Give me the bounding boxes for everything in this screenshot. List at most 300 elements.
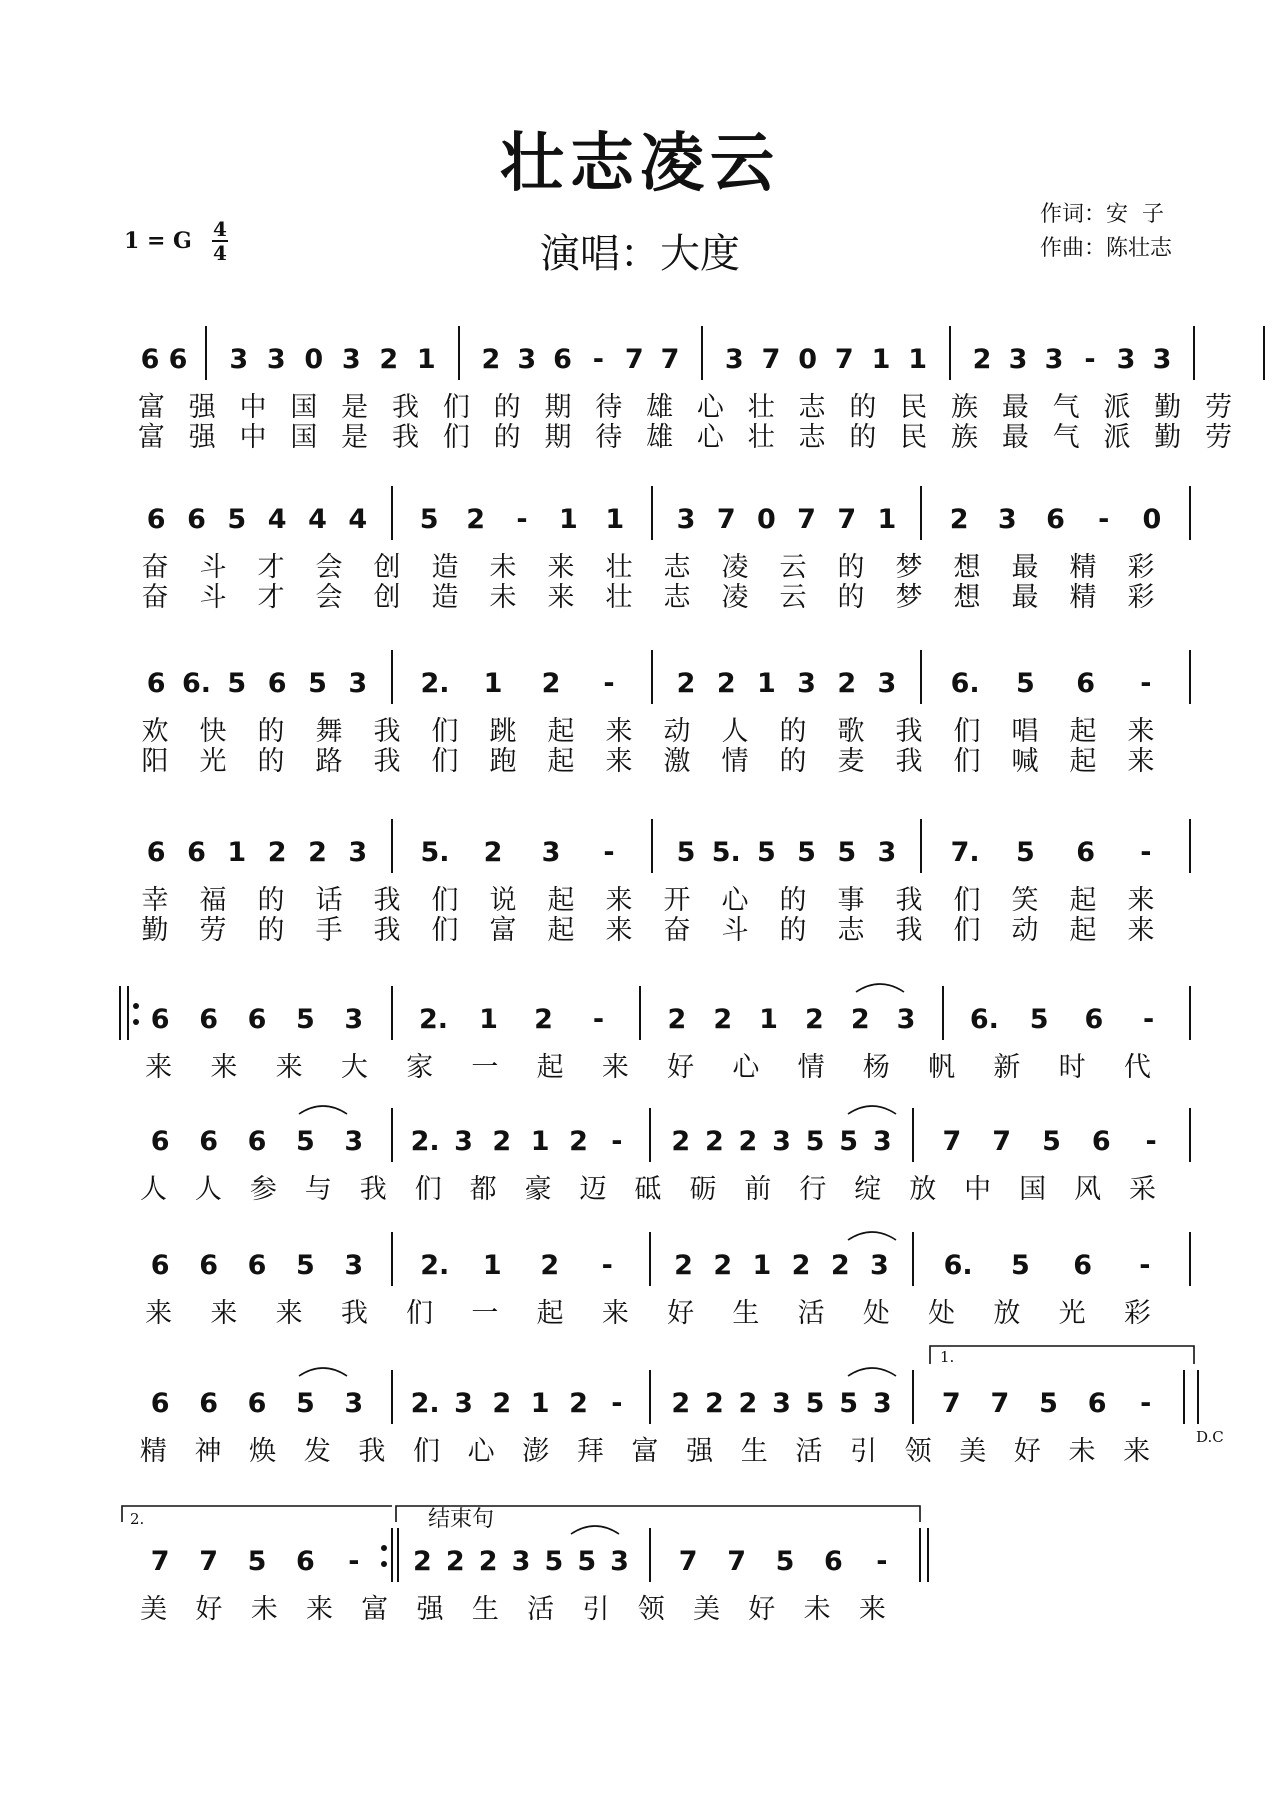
lyric-char: 心	[732, 1052, 760, 1083]
note-numeral: 3	[676, 504, 696, 535]
lyric-char: 都	[469, 1174, 497, 1205]
note-numeral: 5	[805, 1126, 825, 1157]
slur-arc	[848, 1106, 896, 1114]
lyric-char: 的	[837, 582, 865, 613]
lyric-char: 来	[275, 1052, 303, 1083]
note-numeral: 5	[775, 1546, 795, 1577]
note-numeral: 5	[1010, 1250, 1030, 1281]
lyric-char: 想	[953, 582, 981, 613]
lyric-char: 帆	[928, 1052, 956, 1083]
note-numeral: -	[592, 344, 605, 375]
note-numeral: 7	[990, 1388, 1010, 1419]
lyric-char: 勤	[141, 915, 169, 946]
lyric-char: 来	[605, 746, 633, 777]
note-numeral: 5	[1039, 1388, 1058, 1419]
lyric-char: 们	[431, 915, 459, 946]
lyric-char: 斗	[721, 915, 749, 946]
lyricist-credit: 作词：安 子	[1040, 202, 1164, 227]
note-numeral: 4	[348, 504, 368, 535]
note-numeral: 7	[761, 344, 781, 375]
note-numeral: 3	[872, 1388, 892, 1419]
lyric-char: 来	[601, 1298, 629, 1329]
lyric-char: 幸	[141, 885, 169, 916]
lyric-char: 起	[1069, 746, 1097, 777]
lyric-char: 开	[663, 885, 691, 916]
lyric-char: 激	[663, 746, 691, 777]
lyric-char: 中	[239, 392, 267, 423]
lyric-char: 领	[637, 1594, 665, 1625]
lyric-char: 雄	[646, 392, 674, 423]
lyric-char: 奋	[663, 915, 691, 946]
note-numeral: 5	[577, 1546, 597, 1577]
note-numeral: 3	[541, 837, 561, 868]
note-numeral: 2.	[418, 1004, 449, 1035]
lyric-char: 来	[605, 885, 633, 916]
lyric-char: 是	[341, 422, 369, 453]
note-numeral: 5	[676, 837, 696, 868]
lyric-char: 来	[210, 1052, 238, 1083]
key-signature: 1 = G	[124, 228, 192, 254]
note-numeral: 5	[757, 837, 776, 868]
lyric-char: 心	[696, 422, 724, 453]
lyric-char: 我	[340, 1298, 368, 1329]
note-numeral: 3	[348, 668, 368, 699]
lyric-char: 砥	[634, 1174, 662, 1205]
lyric-char: 放	[993, 1298, 1021, 1329]
note-numeral: 6.	[969, 1004, 999, 1035]
lyric-char: 我	[359, 1174, 387, 1205]
lyric-char: 光	[1058, 1298, 1086, 1329]
note-numeral: 5	[227, 668, 247, 699]
lyric-char: 待	[595, 422, 623, 453]
lyric-char: 情	[721, 746, 749, 777]
note-numeral: 2	[805, 1004, 824, 1035]
note-numeral: 2	[569, 1388, 588, 1419]
lyric-char: 会	[315, 582, 343, 613]
lyric-char: 起	[1069, 716, 1097, 747]
note-numeral: 2	[466, 504, 485, 535]
lyric-char: 斗	[199, 582, 227, 613]
lyric-char: 强	[188, 392, 216, 423]
lyric-char: 志	[663, 552, 691, 583]
lyric-char: 一	[471, 1298, 499, 1329]
lyric-char: 勤	[1154, 422, 1182, 453]
lyric-char: 放	[909, 1174, 937, 1205]
lyric-char: 情	[797, 1052, 825, 1083]
lyric-char: 待	[595, 392, 623, 423]
note-numeral: 3	[896, 1004, 916, 1035]
note-numeral: 2	[492, 1388, 512, 1419]
composer-credit: 作曲：陈壮志	[1040, 236, 1173, 261]
lyric-char: 梦	[895, 582, 923, 613]
lyric-char: 杨	[862, 1052, 890, 1083]
lyric-char: 会	[315, 552, 343, 583]
lyric-char: 强	[686, 1436, 714, 1467]
lyric-char: 活	[527, 1594, 555, 1625]
note-numeral: 5.	[420, 837, 450, 868]
note-numeral: 5	[837, 837, 857, 868]
lyric-char: 们	[953, 746, 981, 777]
note-numeral: 3	[872, 1126, 892, 1157]
lyric-char: 事	[837, 885, 865, 916]
song-title: 壮志凌云	[500, 126, 780, 201]
lyric-char: 我	[392, 422, 419, 453]
lyric-char: 派	[1103, 422, 1131, 453]
lyric-char: 迈	[579, 1174, 607, 1205]
lyric-char: 领	[904, 1436, 932, 1467]
note-numeral: 7	[678, 1546, 698, 1577]
lyric-char: 活	[797, 1298, 825, 1329]
lyric-char: 舞	[315, 716, 343, 747]
lyric-char: 彩	[1127, 582, 1155, 613]
lyric-char: 人	[721, 716, 749, 747]
volta-2-label: 2.	[130, 1510, 145, 1528]
note-numeral: 6	[150, 1126, 170, 1157]
lyric-char: 们	[431, 716, 459, 747]
lyric-char: 来	[306, 1594, 333, 1625]
note-numeral: 2	[676, 668, 696, 699]
lyric-char: 的	[493, 422, 521, 453]
slur-arc	[848, 1368, 896, 1376]
lyric-char: 奋	[141, 552, 169, 583]
note-numeral: 3	[511, 1546, 531, 1577]
note-numeral: -	[1145, 1126, 1157, 1157]
note-numeral: 3	[348, 837, 368, 868]
lyric-char: 斗	[199, 552, 227, 583]
lyric-char: 们	[406, 1298, 434, 1329]
lyric-char: 中	[239, 422, 267, 453]
lyric-char: 来	[1127, 885, 1155, 916]
note-numeral: 6.	[181, 668, 212, 699]
lyric-char: 创	[373, 582, 401, 613]
note-numeral: 2	[267, 837, 287, 868]
lyric-char: 富	[137, 392, 165, 423]
lyric-char: 精	[139, 1436, 167, 1467]
lyric-char: 说	[489, 885, 517, 916]
lyric-char: 未	[803, 1594, 831, 1625]
lyric-char: 志	[798, 422, 826, 453]
note-numeral: 2	[738, 1126, 758, 1157]
lyric-char: 豪	[524, 1174, 552, 1205]
note-numeral: 3	[229, 344, 249, 375]
note-numeral: 5	[419, 504, 439, 535]
note-numeral: 6	[199, 1250, 218, 1281]
note-numeral: 5	[839, 1126, 859, 1157]
note-numeral: 3	[454, 1388, 473, 1419]
note-numeral: 1	[530, 1126, 550, 1157]
note-numeral: 7	[797, 504, 816, 535]
note-numeral: -	[601, 1250, 613, 1281]
note-numeral: 6	[1084, 1004, 1104, 1035]
lyric-char: 喊	[1011, 746, 1039, 777]
note-numeral: 3	[997, 504, 1017, 535]
lyric-char: 精	[1069, 582, 1097, 613]
lyric-char: 国	[1019, 1174, 1047, 1205]
lyric-char: 最	[1001, 422, 1029, 453]
note-numeral: 7.	[950, 837, 980, 868]
lyric-char: 中	[964, 1174, 992, 1205]
note-numeral: 6.	[943, 1250, 973, 1281]
lyric-char: 未	[250, 1594, 278, 1625]
lyric-char: 光	[199, 746, 227, 777]
note-numeral: 3	[341, 344, 361, 375]
note-numeral: 2	[704, 1126, 724, 1157]
note-numeral: 2	[413, 1546, 432, 1577]
lyric-char: 起	[547, 746, 575, 777]
note-numeral: 1	[908, 344, 928, 375]
note-numeral: 2	[478, 1546, 498, 1577]
lyric-char: 起	[1069, 885, 1097, 916]
lyric-char: 来	[1123, 1436, 1151, 1467]
lyric-char: 梦	[895, 552, 923, 583]
note-numeral: 1	[416, 344, 436, 375]
lyric-char: 歌	[837, 716, 865, 747]
lyric-char: 们	[953, 716, 981, 747]
lyric-char: 富	[489, 915, 517, 946]
lyric-char: 我	[392, 392, 419, 423]
lyric-char: 大	[340, 1052, 368, 1083]
lyric-char: 来	[858, 1594, 886, 1625]
lyric-char: 最	[1011, 552, 1039, 583]
lyric-char: 的	[837, 552, 865, 583]
lyric-char: 的	[849, 422, 877, 453]
note-numeral: 5	[839, 1388, 859, 1419]
note-numeral: 5	[1015, 837, 1035, 868]
note-numeral: 6	[1046, 504, 1065, 535]
note-numeral: 6	[150, 1388, 170, 1419]
lyric-char: 采	[1129, 1174, 1157, 1205]
note-numeral: 2	[674, 1250, 693, 1281]
lyric-char: 们	[953, 915, 981, 946]
note-numeral: 6	[199, 1126, 218, 1157]
note-numeral: 3	[517, 344, 537, 375]
note-numeral: 3	[266, 344, 286, 375]
lyric-char: 好	[1013, 1436, 1041, 1467]
note-numeral: 2	[837, 668, 857, 699]
lyric-char: 焕	[249, 1436, 277, 1467]
repeat-dot	[381, 1545, 387, 1551]
lyric-char: 与	[304, 1174, 332, 1205]
volta-bracket-2	[122, 1506, 392, 1522]
lyric-char: 我	[373, 716, 401, 747]
lyric-char: 起	[547, 915, 575, 946]
note-numeral: 3	[1116, 344, 1136, 375]
note-numeral: 5	[247, 1546, 267, 1577]
slur-arc	[848, 1232, 896, 1240]
lyric-char: 我	[895, 746, 923, 777]
lyric-char: 动	[663, 716, 691, 747]
note-numeral: 2	[791, 1250, 811, 1281]
slur-arc	[571, 1526, 619, 1534]
lyric-char: 的	[779, 716, 807, 747]
lyric-char: 风	[1074, 1174, 1102, 1205]
note-numeral: 7	[727, 1546, 746, 1577]
note-numeral: 6	[187, 504, 206, 535]
note-numeral: 7	[624, 344, 644, 375]
slur-arc	[299, 1106, 347, 1114]
note-numeral: 6	[140, 344, 160, 375]
lyric-char: 勤	[1154, 392, 1182, 423]
lyric-char: 前	[744, 1174, 772, 1205]
note-numeral: 7	[199, 1546, 218, 1577]
note-numeral: 1	[871, 344, 891, 375]
note-numeral: 2	[716, 668, 736, 699]
lyric-char: 人	[194, 1174, 222, 1205]
note-numeral: 7	[942, 1126, 962, 1157]
lyric-char: 们	[442, 392, 470, 423]
lyric-char: 云	[779, 582, 807, 613]
note-numeral: -	[611, 1126, 623, 1157]
lyric-char: 的	[779, 746, 807, 777]
lyric-char: 处	[862, 1298, 890, 1329]
lyric-char: 我	[373, 746, 401, 777]
note-numeral: 7	[837, 504, 857, 535]
note-numeral: 7	[834, 344, 854, 375]
note-numeral: 6.	[950, 668, 980, 699]
lyric-char: 未	[489, 552, 517, 583]
lyric-char: 来	[1127, 716, 1155, 747]
lyric-char: 的	[849, 392, 877, 423]
dc-mark: D.C	[1196, 1428, 1224, 1446]
lyric-char: 行	[799, 1174, 827, 1205]
note-numeral: 2	[949, 504, 969, 535]
note-numeral: 3	[344, 1004, 364, 1035]
lyric-char: 快	[199, 716, 227, 747]
note-numeral: 7	[150, 1546, 170, 1577]
lyric-char: 好	[195, 1594, 223, 1625]
lyric-char: 来	[210, 1298, 238, 1329]
lyric-char: 派	[1103, 392, 1131, 423]
note-numeral: 5	[296, 1388, 315, 1419]
note-numeral: 2	[671, 1388, 691, 1419]
note-numeral: 5	[1042, 1126, 1061, 1157]
note-numeral: 5	[797, 837, 816, 868]
note-numeral: 2	[972, 344, 992, 375]
note-numeral: 2	[671, 1126, 691, 1157]
note-numeral: 6	[199, 1388, 218, 1419]
note-numeral: 5	[296, 1250, 315, 1281]
singer-credit: 演唱：大度	[540, 231, 740, 277]
note-numeral: 6	[247, 1004, 267, 1035]
lyric-char: 我	[373, 885, 401, 916]
lyric-char: 心	[467, 1436, 495, 1467]
note-numeral: -	[1140, 837, 1152, 868]
lyric-char: 想	[953, 552, 981, 583]
note-numeral: 6	[150, 1250, 170, 1281]
lyric-char: 唱	[1011, 716, 1039, 747]
lyric-char: 麦	[837, 746, 865, 777]
lyric-char: 造	[431, 582, 459, 613]
lyric-char: 跑	[489, 746, 517, 777]
note-numeral: 5	[308, 668, 327, 699]
lyric-char: 我	[895, 716, 923, 747]
note-numeral: 3	[610, 1546, 629, 1577]
note-numeral: 5.	[711, 837, 741, 868]
note-numeral: 3	[344, 1126, 364, 1157]
lyric-char: 未	[489, 582, 517, 613]
note-numeral: 2	[667, 1004, 687, 1035]
lyric-char: 新	[993, 1052, 1021, 1083]
lyric-char: 云	[779, 552, 807, 583]
lyric-char: 人	[139, 1174, 167, 1205]
lyric-char: 来	[1127, 746, 1155, 777]
lyric-char: 的	[257, 915, 285, 946]
lyric-char: 期	[544, 422, 572, 453]
note-numeral: 6	[247, 1126, 267, 1157]
lyric-char: 美	[693, 1594, 720, 1625]
lyric-char: 凌	[721, 552, 749, 583]
lyric-char: 民	[900, 392, 928, 423]
lyric-char: 们	[431, 746, 459, 777]
note-numeral: 3	[1008, 344, 1028, 375]
lyric-char: 国	[290, 422, 318, 453]
note-numeral: 1	[752, 1250, 772, 1281]
note-numeral: 4	[267, 504, 287, 535]
lyric-char: 的	[493, 392, 521, 423]
lyric-char: 富	[137, 422, 165, 453]
note-numeral: 6	[146, 504, 166, 535]
lyric-char: 族	[951, 392, 978, 423]
note-numeral: 6	[146, 837, 166, 868]
note-numeral: 6	[1076, 837, 1096, 868]
lyric-char: 强	[416, 1594, 444, 1625]
lyric-char: 期	[544, 392, 572, 423]
note-numeral: 2	[534, 1004, 553, 1035]
lyric-char: 的	[779, 885, 807, 916]
note-numeral: 0	[798, 344, 818, 375]
note-numeral: -	[603, 837, 615, 868]
note-numeral: 6	[187, 837, 206, 868]
lyric-char: 我	[373, 915, 401, 946]
note-numeral: 5	[296, 1004, 315, 1035]
note-numeral: 6	[150, 1004, 170, 1035]
note-numeral: 4	[308, 504, 327, 535]
note-numeral: -	[876, 1546, 888, 1577]
lyric-char: 气	[1052, 392, 1080, 423]
lyric-char: 来	[1127, 915, 1155, 946]
lyric-char: 精	[1069, 552, 1097, 583]
lyric-char: 跳	[489, 716, 517, 747]
note-numeral: 5	[227, 504, 247, 535]
note-numeral: 2.	[420, 1250, 450, 1281]
lyric-char: 雄	[646, 422, 674, 453]
note-numeral: 5	[1015, 668, 1035, 699]
note-numeral: 7	[716, 504, 736, 535]
lyric-char: 凌	[721, 582, 749, 613]
note-numeral: 1	[483, 668, 503, 699]
lyric-char: 欢	[141, 716, 169, 747]
note-numeral: 1	[757, 668, 776, 699]
slur-arc	[299, 1368, 347, 1376]
lyric-char: 我	[895, 885, 923, 916]
note-numeral: 3	[344, 1250, 364, 1281]
lyric-char: 阳	[141, 746, 169, 777]
note-numeral: 1	[559, 504, 578, 535]
volta-bracket-1	[930, 1346, 1194, 1364]
lyric-char: 时	[1058, 1052, 1086, 1083]
lyric-char: 是	[341, 392, 369, 423]
lyric-char: 路	[315, 746, 343, 777]
lyric-char: 造	[431, 552, 459, 583]
note-numeral: -	[1098, 504, 1110, 535]
note-numeral: -	[1140, 668, 1152, 699]
note-numeral: -	[603, 668, 615, 699]
volta-1-label: 1.	[940, 1348, 955, 1366]
note-numeral: 2	[492, 1126, 512, 1157]
note-numeral: 1	[482, 1250, 502, 1281]
note-numeral: 2	[483, 837, 503, 868]
lyric-char: 志	[663, 582, 691, 613]
